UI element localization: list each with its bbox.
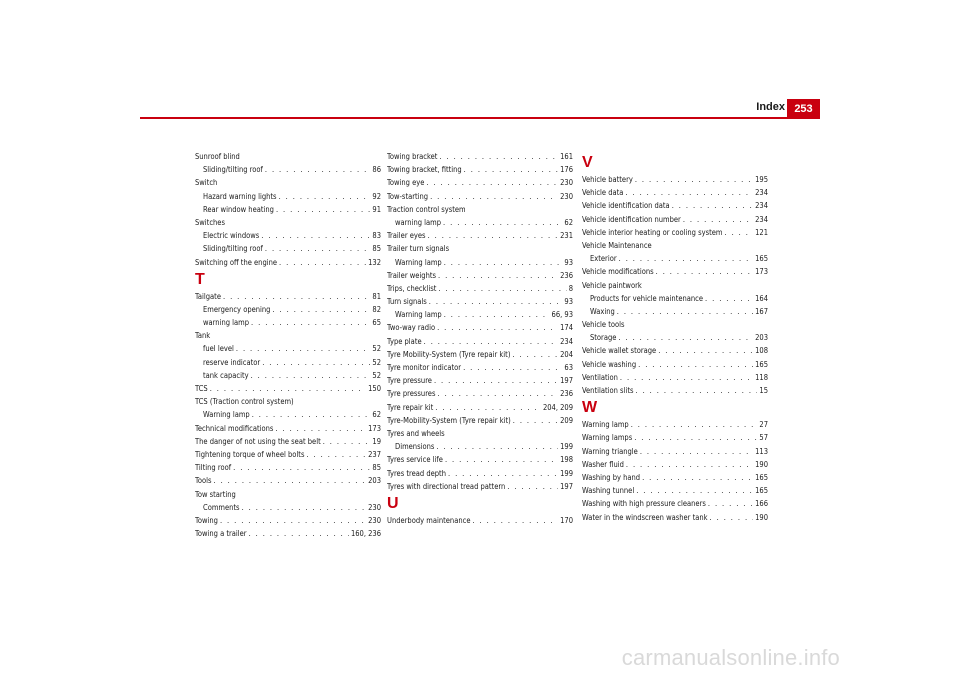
dot-leader (262, 358, 370, 367)
index-heading: TCS (Traction control system) (195, 397, 294, 407)
index-term: tank capacity (203, 370, 249, 380)
index-term: Water in the windscreen washer tank (582, 512, 708, 522)
index-subentry (387, 218, 573, 227)
index-subentry (195, 503, 381, 512)
index-entry (195, 258, 381, 267)
index-column-2 (387, 152, 573, 529)
index-entry (387, 323, 573, 332)
dot-leader (435, 403, 541, 412)
index-heading: Tow starting (195, 489, 236, 499)
index-term: Storage (590, 333, 617, 343)
dot-leader (251, 318, 370, 327)
index-subentry (582, 294, 768, 303)
dot-leader (223, 292, 370, 301)
index-section-letter: T (195, 270, 205, 288)
index-section-letter: W (582, 399, 598, 417)
dot-leader (251, 371, 371, 380)
dot-leader (448, 469, 558, 478)
dot-leader (445, 455, 558, 464)
dot-leader (708, 499, 753, 508)
index-entry (195, 516, 381, 525)
dot-leader (261, 231, 370, 240)
index-entry (582, 386, 768, 395)
index-term: Products for vehicle maintenance (590, 293, 704, 303)
index-term: Towing a trailer (195, 529, 247, 539)
index-page-ref: 167 (755, 306, 768, 316)
index-term: Tyres with directional tread pattern (387, 481, 506, 491)
dot-leader (625, 188, 753, 197)
dot-leader (672, 201, 753, 210)
index-page-ref: 81 (372, 291, 381, 301)
index-subentry (195, 410, 381, 419)
index-entry (195, 450, 381, 459)
index-entry (195, 463, 381, 472)
index-entry (582, 499, 768, 508)
dot-leader (279, 192, 371, 201)
index-entry (387, 389, 573, 398)
index-entry (387, 178, 573, 187)
dot-leader (434, 376, 558, 385)
dot-leader (323, 437, 371, 446)
index-page-ref: 204, 209 (542, 402, 573, 412)
dot-leader (220, 516, 366, 525)
index-subentry (582, 307, 768, 316)
watermark-text: carmanualsonline.info (621, 645, 840, 670)
index-subentry (195, 305, 381, 314)
index-heading: Tyres and wheels (387, 428, 445, 438)
index-term: Waxing (590, 306, 615, 316)
index-page-ref: 234 (560, 336, 573, 346)
index-term: Vehicle washing (582, 359, 637, 369)
index-column-3 (582, 152, 768, 526)
index-page-ref: 198 (560, 455, 573, 465)
index-term: Towing bracket, fitting (387, 165, 462, 175)
index-page-ref: 236 (560, 389, 573, 399)
index-page-ref: 165 (755, 472, 768, 482)
index-entry (582, 175, 768, 184)
index-entry (387, 297, 573, 306)
index-term: Rear window heating (203, 204, 274, 214)
index-heading: Traction control system (387, 204, 466, 214)
index-subentry (387, 310, 573, 319)
index-heading: Vehicle Maintenance (582, 240, 652, 250)
index-term: Underbody maintenance (387, 515, 471, 525)
index-page-ref: 176 (560, 165, 573, 175)
index-page-ref: 15 (759, 386, 768, 395)
index-page-ref: 8 (568, 283, 573, 293)
dot-leader (617, 307, 753, 316)
index-page-ref: 234 (755, 188, 768, 198)
index-entry (387, 192, 573, 201)
index-term: Warning lamps (582, 433, 633, 443)
dot-leader (619, 254, 754, 263)
index-page-ref: 118 (755, 372, 768, 382)
dot-leader (444, 258, 563, 267)
index-page-ref: 173 (368, 423, 381, 433)
index-subentry (195, 244, 381, 253)
index-page-ref: 164 (755, 293, 768, 303)
index-entry (387, 231, 573, 240)
index-page-ref: 161 (560, 152, 573, 161)
index-page-ref: 52 (372, 357, 381, 367)
index-subentry (387, 442, 573, 451)
dot-leader (426, 178, 558, 187)
dot-leader (618, 333, 753, 342)
index-page-ref: 63 (564, 363, 573, 372)
index-term: Emergency opening (203, 304, 271, 314)
index-page-ref: 85 (372, 244, 381, 254)
index-page-ref: 230 (368, 502, 381, 512)
index-term: Dimensions (395, 442, 435, 452)
index-page-ref: 174 (560, 323, 573, 333)
dot-leader (464, 165, 558, 174)
index-subentry (195, 344, 381, 353)
dot-leader (631, 420, 758, 429)
index-term: warning lamp (203, 318, 250, 328)
index-section-letter: V (582, 154, 593, 171)
index-entry (582, 188, 768, 197)
index-page-ref: 197 (560, 481, 573, 491)
index-entry (387, 376, 573, 385)
index-page-ref: 231 (560, 231, 573, 241)
index-page-ref: 197 (560, 376, 573, 386)
dot-leader (279, 258, 366, 267)
index-page-ref: 203 (368, 476, 381, 486)
index-term: Switching off the engine (195, 257, 278, 267)
index-entry (387, 455, 573, 464)
index-term: Warning lamp (395, 310, 442, 320)
dot-leader (512, 350, 558, 359)
dot-leader (444, 310, 550, 319)
dot-leader (635, 386, 757, 395)
page-number-badge: 253 (787, 99, 820, 118)
dot-leader (210, 384, 366, 393)
index-term: Trailer weights (387, 270, 437, 280)
dot-leader (635, 175, 753, 184)
index-term: Tyre-Mobility-System (Tyre repair kit) (387, 415, 511, 425)
dot-leader (463, 363, 562, 372)
index-page-ref: 66, 93 (551, 310, 573, 320)
index-subentry (195, 231, 381, 240)
index-term: Two-way radio (387, 323, 436, 333)
dot-leader (642, 473, 753, 482)
index-page-ref: 173 (755, 267, 768, 277)
index-subentry (195, 165, 381, 174)
index-page-ref: 85 (372, 463, 381, 473)
index-page-ref: 190 (755, 459, 768, 469)
dot-leader (275, 424, 366, 433)
index-page-ref: 52 (372, 344, 381, 354)
dot-leader (242, 503, 367, 512)
index-page-ref: 165 (755, 359, 768, 369)
index-term: Tools (195, 476, 212, 486)
index-term: Turn signals (387, 297, 427, 307)
index-entry (582, 513, 768, 522)
index-page-ref: 57 (759, 433, 768, 443)
index-term: Sliding/tilting roof (203, 244, 263, 254)
dot-leader (430, 192, 558, 201)
index-page-ref: 234 (755, 201, 768, 211)
index-entry (582, 346, 768, 355)
index-term: Ventilation slits (582, 386, 634, 395)
index-page-ref: 203 (755, 333, 768, 343)
dot-leader (658, 346, 753, 355)
index-page-ref: 236 (560, 270, 573, 280)
dot-leader (429, 297, 563, 306)
dot-leader (439, 152, 558, 161)
index-entry (582, 201, 768, 210)
index-entry (582, 460, 768, 469)
index-page-ref: 190 (755, 512, 768, 522)
index-page-ref: 62 (372, 410, 381, 420)
index-term: Vehicle identification number (582, 214, 681, 224)
index-entry (195, 384, 381, 393)
index-entry (195, 529, 381, 538)
index-page-ref: 237 (368, 449, 381, 459)
index-term: Comments (203, 502, 240, 512)
index-page-ref: 230 (560, 191, 573, 201)
index-page-ref: 209 (560, 415, 573, 425)
dot-leader (705, 294, 753, 303)
dot-leader (265, 165, 371, 174)
dot-leader (725, 228, 754, 237)
index-term: Vehicle data (582, 188, 624, 198)
dot-leader (656, 267, 753, 276)
index-entry (582, 215, 768, 224)
index-term: reserve indicator (203, 357, 261, 367)
dot-leader (214, 476, 367, 485)
index-page-ref: 93 (564, 257, 573, 267)
index-entry (582, 433, 768, 442)
index-term: Ventilation (582, 372, 618, 382)
index-term: Tilting roof (195, 463, 232, 473)
index-term: Warning lamp (395, 257, 442, 267)
dot-leader (428, 231, 559, 240)
index-page-ref: 234 (755, 214, 768, 224)
index-page-ref: 91 (372, 204, 381, 214)
index-page-ref: 82 (372, 304, 381, 314)
index-page-ref: 199 (560, 468, 573, 478)
dot-leader (443, 218, 562, 227)
index-entry (195, 476, 381, 485)
dot-leader (306, 450, 366, 459)
index-page-ref: 166 (755, 499, 768, 509)
index-heading: Vehicle tools (582, 320, 625, 330)
index-entry (387, 516, 573, 525)
index-entry (387, 363, 573, 372)
index-term: Tyre pressures (387, 389, 436, 399)
index-entry (387, 469, 573, 478)
index-term: Tyre monitor indicator (387, 363, 462, 372)
index-term: Hazard warning lights (203, 191, 277, 201)
index-page-ref: 165 (755, 486, 768, 496)
index-heading: Vehicle paintwork (582, 280, 642, 290)
index-term: Tyre repair kit (387, 402, 434, 412)
index-heading: Sunroof blind (195, 152, 240, 161)
dot-leader (436, 442, 558, 451)
index-section-letter: U (387, 494, 399, 512)
index-subentry (195, 205, 381, 214)
dot-leader (638, 360, 753, 369)
index-term: Washing tunnel (582, 486, 635, 496)
index-entry (582, 373, 768, 382)
dot-leader (640, 447, 753, 456)
index-entry (387, 271, 573, 280)
dot-leader (233, 463, 370, 472)
index-term: Trips, checklist (387, 283, 437, 293)
index-page-ref: 65 (372, 318, 381, 328)
index-page-ref: 132 (368, 257, 381, 267)
index-subentry (195, 318, 381, 327)
index-entry (387, 350, 573, 359)
dot-leader (472, 516, 558, 525)
index-term: fuel level (203, 344, 234, 354)
index-entry (195, 424, 381, 433)
index-term: Washing by hand (582, 472, 641, 482)
index-entry (582, 486, 768, 495)
dot-leader (438, 271, 558, 280)
index-entry (387, 416, 573, 425)
index-entry (195, 437, 381, 446)
index-term: Tightening torque of wheel bolts (195, 449, 305, 459)
dot-leader (437, 389, 558, 398)
index-term: warning lamp (395, 217, 442, 227)
index-term: Warning triangle (582, 446, 638, 456)
index-term: Tyres tread depth (387, 468, 446, 478)
index-entry (387, 284, 573, 293)
dot-leader (513, 416, 558, 425)
index-term: Tyre pressure (387, 376, 432, 386)
index-term: Warning lamp (203, 410, 250, 420)
index-term: Towing bracket (387, 152, 438, 161)
index-page-ref: 230 (368, 515, 381, 525)
index-term: Washing with high pressure cleaners (582, 499, 706, 509)
index-page-ref: 62 (564, 217, 573, 227)
page-header-title: Index (756, 101, 785, 113)
index-term: Tyres service life (387, 455, 443, 465)
index-page-ref: 93 (564, 297, 573, 307)
index-page-ref: 27 (759, 420, 768, 430)
index-term: Tow-starting (387, 191, 429, 201)
index-heading: Switches (195, 217, 225, 227)
index-entry (582, 228, 768, 237)
index-term: TCS (195, 384, 208, 393)
index-term: Technical modifications (195, 423, 274, 433)
index-heading: Switch (195, 178, 218, 188)
index-entry (582, 267, 768, 276)
dot-leader (437, 323, 558, 332)
index-subentry (195, 358, 381, 367)
index-page-ref: 86 (372, 165, 381, 175)
dot-leader (424, 337, 558, 346)
dot-leader (252, 410, 371, 419)
index-term: Exterior (590, 254, 617, 264)
index-term: Washer fluid (582, 459, 624, 469)
index-page-ref: 170 (560, 515, 573, 525)
index-page-ref: 108 (755, 346, 768, 356)
index-page-ref: 83 (372, 231, 381, 241)
index-term: Type plate (387, 336, 422, 346)
index-page-ref: 52 (372, 370, 381, 380)
index-entry (387, 152, 573, 161)
dot-leader (265, 244, 371, 253)
dot-leader (636, 486, 753, 495)
index-entry (582, 420, 768, 429)
dot-leader (272, 305, 370, 314)
index-entry (195, 292, 381, 301)
index-page-ref: 121 (755, 227, 768, 237)
dot-leader (634, 433, 757, 442)
index-page-ref: 165 (755, 254, 768, 264)
index-page-ref: 199 (560, 442, 573, 452)
dot-leader (438, 284, 566, 293)
index-heading: Tank (195, 331, 211, 341)
index-term: Tyre Mobility-System (Tyre repair kit) (387, 349, 511, 359)
index-page-ref: 92 (372, 191, 381, 201)
dot-leader (507, 482, 558, 491)
dot-leader (620, 373, 753, 382)
index-page-ref: 113 (755, 446, 768, 456)
index-entry (582, 447, 768, 456)
index-page-ref: 204 (560, 349, 573, 359)
index-entry (387, 337, 573, 346)
index-heading: Trailer turn signals (387, 244, 450, 254)
index-term: Vehicle wallet storage (582, 346, 657, 356)
index-subentry (387, 258, 573, 267)
index-term: Towing eye (387, 178, 425, 188)
index-term: Vehicle modifications (582, 267, 654, 277)
index-page-ref: 195 (755, 175, 768, 184)
index-term: The danger of not using the seat belt (195, 436, 321, 446)
index-page-ref: 150 (368, 384, 381, 393)
index-entry (582, 360, 768, 369)
index-subentry (582, 333, 768, 342)
dot-leader (249, 529, 349, 538)
index-page-ref: 230 (560, 178, 573, 188)
dot-leader (710, 513, 754, 522)
header-rule (140, 117, 820, 119)
index-entry (387, 403, 573, 412)
index-term: Electric windows (203, 231, 260, 241)
dot-leader (236, 344, 371, 353)
index-subentry (582, 254, 768, 263)
index-entry (582, 473, 768, 482)
index-subentry (195, 371, 381, 380)
index-page-ref: 19 (372, 436, 381, 446)
index-term: Towing (195, 515, 218, 525)
index-subentry (195, 192, 381, 201)
index-term: Trailer eyes (387, 231, 426, 241)
index-term: Vehicle interior heating or cooling system (582, 227, 723, 237)
index-page-ref: 160, 236 (350, 529, 381, 539)
index-term: Sliding/tilting roof (203, 165, 263, 175)
index-column-1 (195, 152, 381, 542)
index-entry (387, 165, 573, 174)
index-term: Vehicle identification data (582, 201, 670, 211)
dot-leader (276, 205, 370, 214)
index-entry (387, 482, 573, 491)
dot-leader (626, 460, 753, 469)
index-term: Tailgate (195, 291, 221, 301)
dot-leader (683, 215, 753, 224)
index-term: Warning lamp (582, 420, 629, 430)
index-term: Vehicle battery (582, 175, 633, 184)
